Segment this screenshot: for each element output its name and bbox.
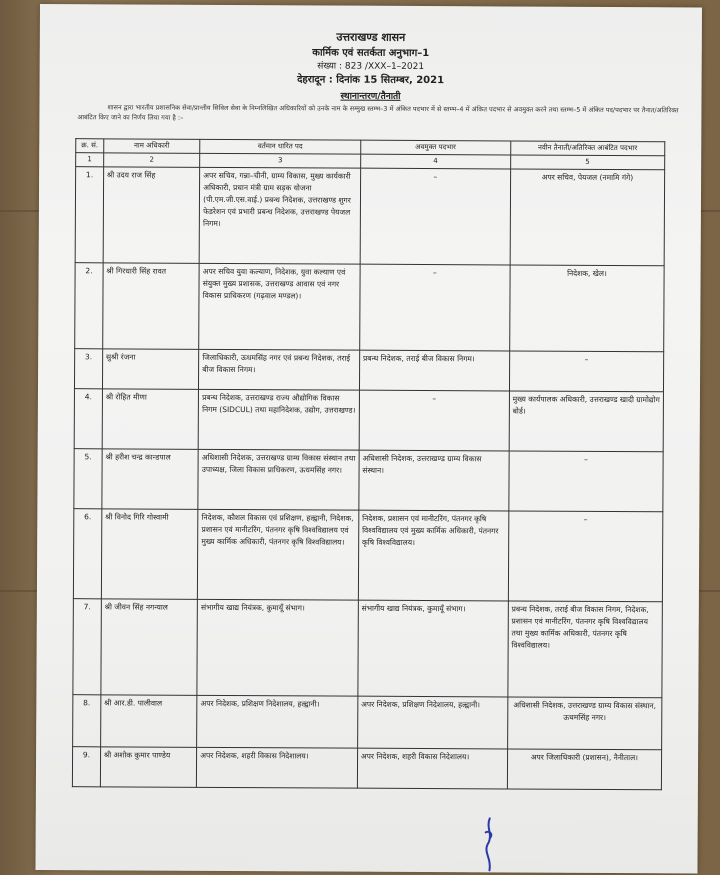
table-row <box>73 695 662 750</box>
header-new: नवीन तैनाती/अतिरिक्त आबंटित पदभार <box>510 141 664 156</box>
row-new-posting: अपर सचिव, पेयजल (नमामि गंगे) <box>510 169 665 266</box>
table-row <box>74 449 663 512</box>
header-current: वर्तमान धारित पद <box>200 139 361 154</box>
row-sn: 1. <box>75 167 103 263</box>
row-new-posting: – <box>509 351 663 392</box>
row-current-post: प्रबन्ध निदेशक, उत्तराखण्ड राज्य औद्योगिक विकास निगम (SIDCUL) तथा महानिदेशक, उद्योग, उत्तराखण्ड। <box>198 389 359 450</box>
row-new-posting: अपर जिलाधिकारी (प्रशासन), नैनीताल। <box>507 749 661 790</box>
row-current-post: अपर निदेशक, शहरी विकास निदेशालय। <box>197 747 358 788</box>
intro-paragraph: शासन द्वारा भारतीय प्रशासनिक सेवा/प्रान्तीय सिविल सेवा के निम्नलिखित अधिकारियों को उनके नाम के सम्मुख स्तम्भ–3 में अंकित पदभार में से स्तम्भ–4 में अंकित पदभार से अवमुक्त करने तथा स्तम्भ–5 में अंकित पद/पदभार पर तैनात/अतिरिक्त आबंटित किए जाने का निर्णय लिया गया है :– <box>77 103 679 122</box>
col-number: 1 <box>76 153 104 167</box>
document-page <box>35 4 702 873</box>
table-row <box>73 509 662 602</box>
row-current-post: अपर सचिव, गन्ना–चीनी, ग्राम्य विकास, मुख्य कार्यकारी अधिकारी, प्रधान मंत्री ग्राम सड़क योजना (पी.एम.जी.एस.वाई.) प्रबन्ध निदेशक, उत्तराखण्ड शुगर फेडरेशन एवं प्रभारी प्रबन्ध निदेशक, उत्तराखण्ड पेयजल निगम। <box>199 167 360 264</box>
row-sn: 5. <box>74 449 102 509</box>
row-sn: 3. <box>74 349 102 389</box>
row-relieved: – <box>360 264 510 351</box>
row-sn: 7. <box>73 599 101 695</box>
row-relieved: अधिशासी निदेशक, उत्तराखण्ड ग्राम्य विकास संस्थान। <box>359 450 509 511</box>
row-new-posting: प्रबन्ध निदेशक, तराई बीज विकास निगम, निदेशक, प्रशासन एवं मानीटरिंग, पंतनगर कृषि विश्वविद्यालय तथा मुख्य कार्मिक अधिकारी, पंतनगर कृषि विश्वविद्यालय। <box>508 601 663 698</box>
row-new-posting: मुख्य कार्यपालक अधिकारी, उत्तराखण्ड खादी ग्रामोद्योग बोर्ड। <box>509 391 664 452</box>
header-relieved: अवमुक्त पदभार <box>361 140 511 155</box>
row-name: श्री हरीश चन्द्र कान्डपाल <box>102 449 199 510</box>
row-sn: 9. <box>72 747 100 787</box>
row-new-posting: – <box>509 451 664 512</box>
subject: स्थानान्तरण/तैनाती <box>340 91 401 102</box>
department-title: कार्मिक एवं सतर्कता अनुभाग–1 <box>312 47 430 60</box>
order-number: संख्या : 823 /XXX–1–2021 <box>317 61 425 73</box>
row-name: श्री रोहित मीणा <box>102 389 199 450</box>
table-row <box>74 349 663 392</box>
row-relieved: – <box>360 168 510 265</box>
row-name: श्री अशोक कुमार पाण्डेय <box>100 747 197 788</box>
row-new-posting: निदेशक, खेल। <box>509 265 664 352</box>
row-sn: 4. <box>74 389 102 449</box>
table-row <box>75 167 664 266</box>
row-relieved: प्रबन्ध निदेशक, तराई बीज विकास निगम। <box>359 350 509 391</box>
row-relieved: – <box>359 390 509 451</box>
row-name: श्री उदय राज सिंह <box>103 167 200 264</box>
row-relieved: अपर निदेशक, प्रशिक्षण निदेशालय, हल्द्वानी। <box>357 696 507 749</box>
row-new-posting: – <box>508 511 663 602</box>
place-date: देहरादून : दिनांक 15 सितम्बर, 2021 <box>297 74 445 87</box>
col-number: 4 <box>360 154 510 169</box>
row-sn: 8. <box>73 695 101 747</box>
col-number: 5 <box>510 155 664 170</box>
row-name: श्री जीवन सिंह नगन्याल <box>101 599 198 696</box>
table-row <box>75 263 664 352</box>
table-row <box>73 599 662 698</box>
row-current-post: जिलाधिकारी, ऊधमसिंह नगर एवं प्रबन्ध निदेशक, तराई बीज विकास निगम। <box>199 349 360 390</box>
row-current-post: अपर सचिव युवा कल्याण, निदेशक, युवा कल्याण एवं संयुक्त मुख्य प्रशासक, उत्तराखण्ड आवास एवं नगर विकास प्राधिकरण (गढ़वाल मण्डल)। <box>199 263 360 350</box>
header-name: नाम अधिकारी <box>104 139 200 154</box>
signature-mark <box>475 814 503 872</box>
row-relieved: संभागीय खाद्य नियंत्रक, कुमायूँ संभाग। <box>358 600 508 697</box>
table-row <box>72 747 661 790</box>
row-name: श्री गिरधारी सिंह रावत <box>103 263 200 350</box>
header-sn: क्र. सं. <box>76 139 104 153</box>
row-name: सुश्री रंजना <box>102 349 199 390</box>
row-new-posting: अधिशासी निदेशक, उत्तराखण्ड ग्राम्य विकास संस्थान, ऊधमसिंह नगर। <box>507 697 662 750</box>
row-current-post: निदेशक, कौशल विकास एवं प्रशिक्षण, हल्द्वानी, निदेशक, प्रशासन एवं मानीटरिंग, पंतनगर कृषि विश्वविद्यालय एवं मुख्य कार्मिक अधिकारी, पंतनगर कृषि विश्वविद्यालय। <box>198 509 359 600</box>
row-relieved: निदेशक, प्रशासन एवं मानीटरिंग, पंतनगर कृषि विश्वविद्यालय एवं मुख्य कार्मिक अधिकारी, पंतनगर कृषि विश्वविद्यालय। <box>358 510 508 601</box>
col-number: 2 <box>103 153 199 168</box>
table-row <box>74 389 663 452</box>
row-sn: 6. <box>73 509 101 599</box>
row-current-post: अधिशासी निदेशक, उत्तराखण्ड ग्राम्य विकास संस्थान तथा उपाध्यक्ष, जिला विकास प्राधिकरण, ऊधमसिंह नगर। <box>198 449 359 510</box>
row-name: श्री आर.डी. पालीवाल <box>100 695 197 748</box>
transfer-table <box>72 138 665 790</box>
row-current-post: अपर निदेशक, प्रशिक्षण निदेशालय, हल्द्वानी। <box>197 695 358 748</box>
row-sn: 2. <box>75 263 103 349</box>
row-relieved: अपर निदेशक, शहरी विकास निदेशालय। <box>357 748 507 789</box>
row-current-post: संभागीय खाद्य नियंत्रक, कुमायूँ संभाग। <box>197 599 358 696</box>
government-title: उत्तराखण्ड शासन <box>336 30 406 44</box>
row-name: श्री विनोद गिरि गोस्वामी <box>101 509 198 600</box>
col-number: 3 <box>200 153 361 168</box>
